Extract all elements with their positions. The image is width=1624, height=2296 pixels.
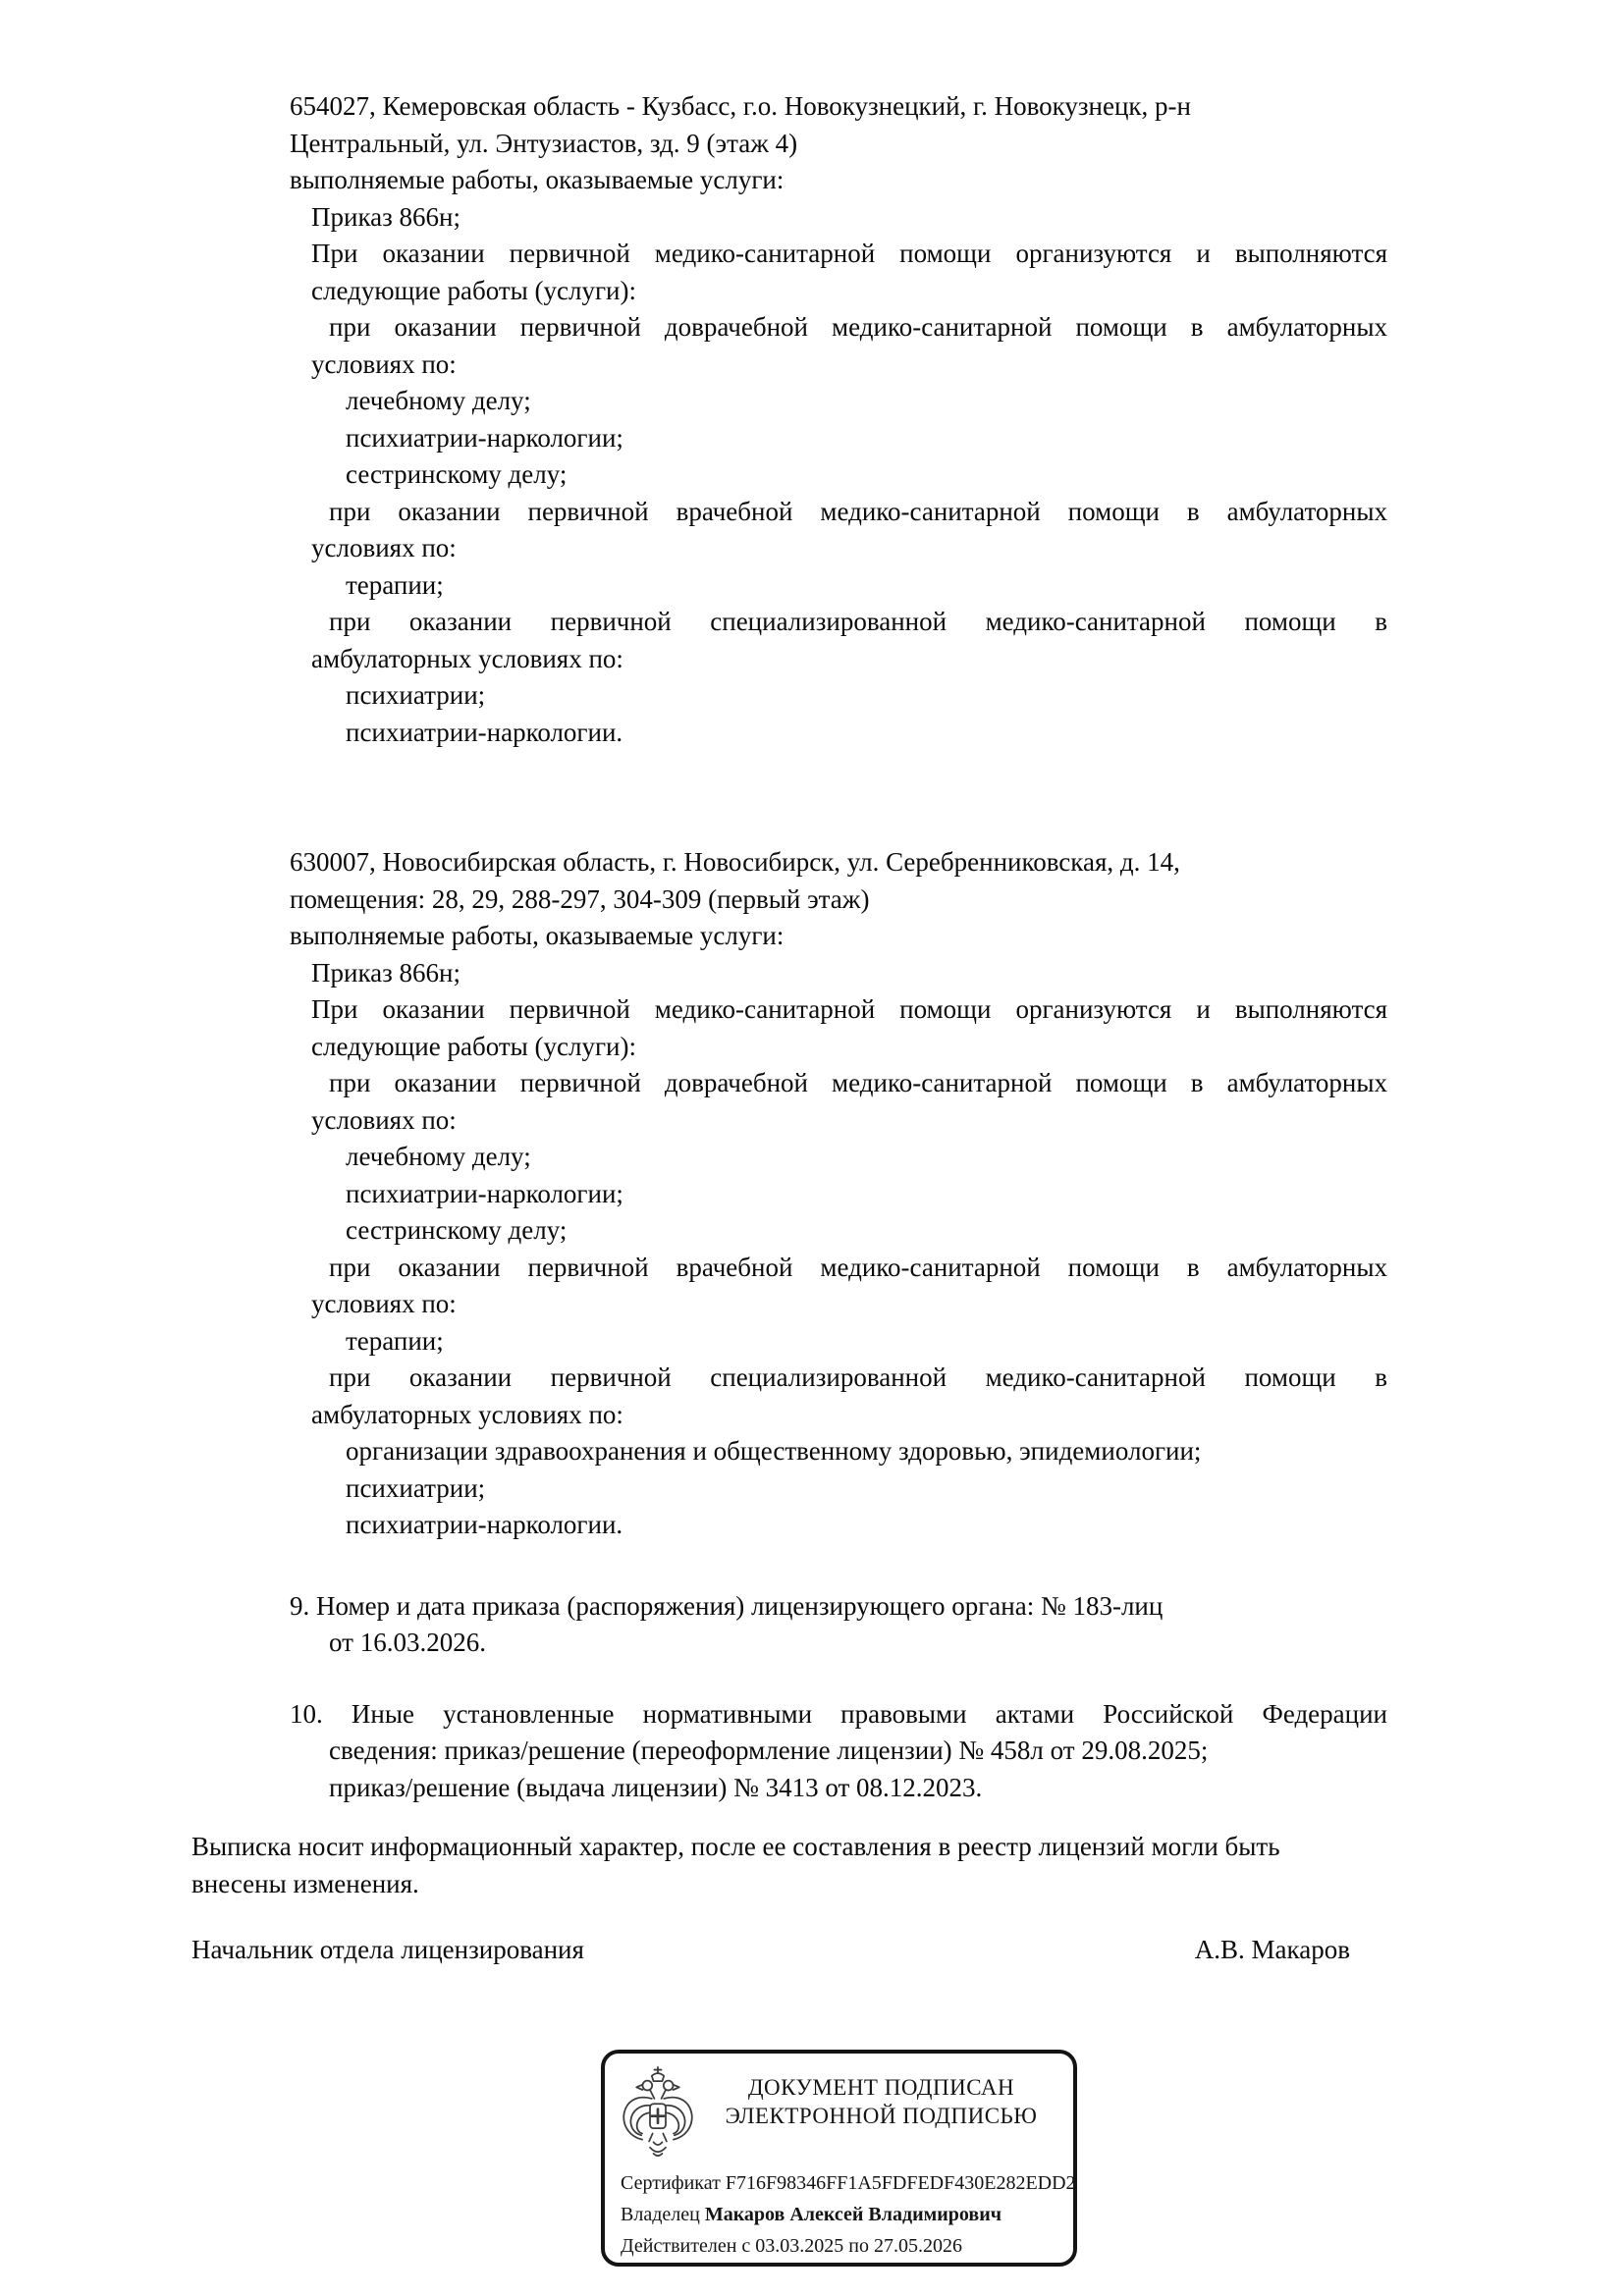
text-line: следующие работы (услуги): [311, 275, 636, 305]
text-line: организации здравоохранения и общественному здоровью, эпидемиологии; [346, 1436, 1202, 1466]
text-line: При оказании первичной медико-санитарной помощи организуются и выполняются [311, 994, 1387, 1024]
text-line: при оказании первичной доврачебной медико-санитарной помощи в амбулаторных [329, 312, 1387, 342]
document-body [290, 88, 1387, 1806]
text-line: условиях по: [311, 533, 457, 562]
text-line: Приказ 866н; [311, 957, 461, 988]
text-line: сведения: приказ/решение (переоформление лицензии) № 458л от 29.08.2025; [329, 1735, 1209, 1765]
text-line: терапии; [346, 569, 444, 600]
text-line: терапии; [346, 1325, 444, 1356]
text-line: помещения: 28, 29, 288-297, 304-309 (первый этаж) [290, 883, 870, 914]
owner-line [621, 2199, 1065, 2230]
text-line: психиатрии; [346, 680, 486, 710]
certificate-line [621, 2167, 1076, 2199]
text-line: выполняемые работы, оказываемые услуги: [290, 165, 785, 194]
text-line: лечебному делу; [346, 1142, 531, 1171]
text-line: внесены изменения. [191, 1868, 419, 1898]
text-line: психиатрии-наркологии. [346, 717, 623, 747]
text-line: психиатрии; [346, 1472, 486, 1503]
text-line: психиатрии-наркологии; [346, 1178, 623, 1208]
text-line: при оказании первичной врачебной медико-санитарной помощи в амбулаторных [329, 1252, 1387, 1282]
electronic-signature-stamp [601, 2050, 1077, 2267]
text-line: условиях по: [311, 1289, 457, 1318]
location-block-1 [290, 88, 1387, 751]
text-line: лечебному делу; [346, 386, 531, 415]
order-number-item [290, 1588, 1387, 1662]
text-line: 654027, Кемеровская область - Кузбасс, г.о. Новокузнецкий, г. Новокузнецк, р-н [290, 91, 1191, 121]
text-line: при оказании первичной специализированной медико-санитарной помощи в [329, 1362, 1387, 1392]
text-line: условиях по: [311, 348, 457, 379]
stamp-title-line-2: ЭЛЕКТРОННОЙ ПОДПИСЬЮ [725, 2104, 1038, 2128]
text-line: при оказании первичной врачебной медико-санитарной помощи в амбулаторных [329, 496, 1387, 526]
stamp-title [697, 2073, 1065, 2130]
text-line: Приказ 866н; [311, 201, 461, 232]
text-line: Выписка носит информационный характер, после ее составления в реестр лицензий могли быть [191, 1832, 1280, 1861]
text-line: При оказании первичной медико-санитарной помощи организуются и выполняются [311, 239, 1387, 268]
other-info-item [290, 1696, 1387, 1807]
owner-name: Макаров Алексей Владимирович [704, 2204, 1001, 2225]
signature-row [191, 1932, 1432, 1969]
location-block-2 [290, 844, 1387, 1544]
text-line: от 16.03.2026. [329, 1628, 486, 1657]
owner-label: Владелец [621, 2204, 700, 2225]
text-line: психиатрии-наркологии. [346, 1510, 623, 1539]
stamp-title-line-1: ДОКУМЕНТ ПОДПИСАН [747, 2075, 1015, 2100]
text-line: 9. Номер и дата приказа (распоряжения) лицензирующего органа: № 183-лиц [290, 1590, 1164, 1621]
signatory-name: А.В. Макаров [1194, 1935, 1350, 1964]
certificate-value: F716F98346FF1A5FDFEDF430E282EDD2 [725, 2172, 1076, 2194]
double-headed-eagle-icon [619, 2064, 697, 2163]
text-line: Центральный, ул. Энтузиастов, зд. 9 (этаж 4) [290, 128, 798, 158]
text-line: 10. Иные установленные нормативными правовыми актами Российской Федерации [290, 1698, 1387, 1729]
text-line: психиатрии-наркологии; [346, 422, 623, 453]
signatory-position: Начальник отдела лицензирования [191, 1935, 584, 1964]
text-line: амбулаторных условиях по: [311, 1399, 623, 1429]
certificate-label: Сертификат [621, 2172, 721, 2194]
text-line: 630007, Новосибирская область, г. Новосибирск, ул. Серебренниковская, д. 14, [290, 847, 1180, 877]
text-line: при оказании первичной специализированной медико-санитарной помощи в [329, 607, 1387, 636]
validity-line: Действителен с 03.03.2025 по 27.05.2026 [621, 2235, 962, 2257]
text-line: выполняемые работы, оказываемые услуги: [290, 921, 785, 950]
text-line: сестринскому делу; [346, 459, 568, 489]
text-line: условиях по: [311, 1104, 457, 1135]
informational-note [191, 1829, 1436, 1902]
text-line: следующие работы (услуги): [311, 1031, 636, 1061]
stamp-details [621, 2167, 1076, 2262]
text-line: амбулаторных условиях по: [311, 643, 623, 673]
text-line: приказ/решение (выдача лицензии) № 3413 от 08.12.2023. [329, 1772, 983, 1802]
text-line: при оказании первичной доврачебной медико-санитарной помощи в амбулаторных [329, 1068, 1387, 1097]
text-line: сестринскому делу; [346, 1215, 568, 1245]
